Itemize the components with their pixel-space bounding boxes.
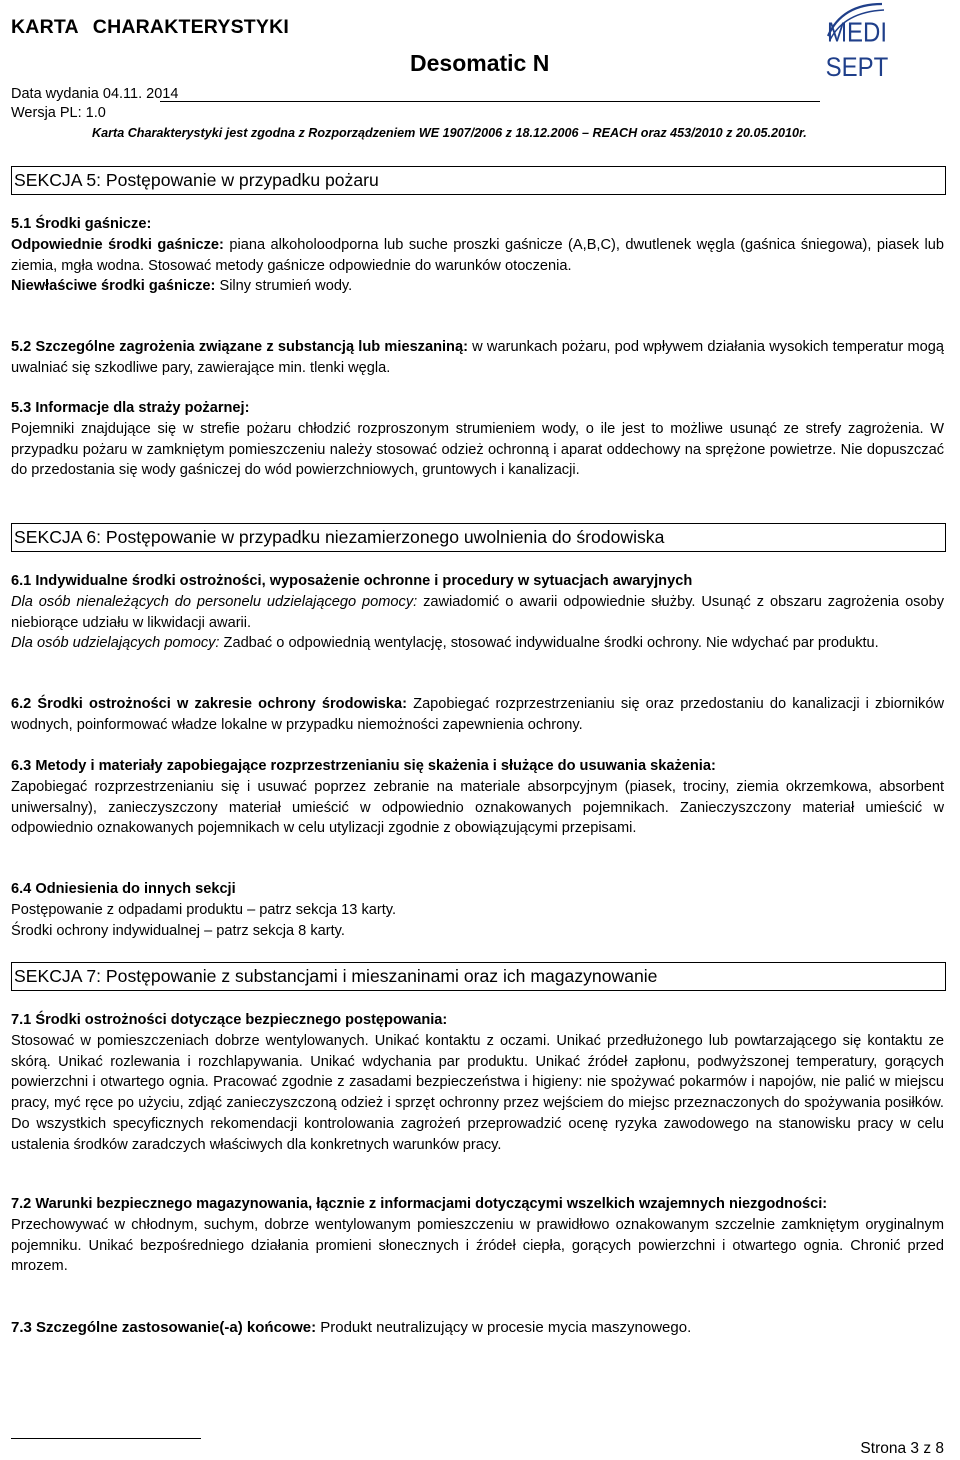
text-6-4-waste: Postępowanie z odpadami produktu – patrz sekcja 13 karty. bbox=[11, 901, 397, 918]
text-6-4-ppe: Środki ochrony indywidualnej – patrz sekcja 8 karty. bbox=[11, 922, 345, 939]
footer-rule bbox=[11, 1438, 201, 1439]
heading-6-2: 6.2 Środki ostrożności w zakresie ochrony środowiska: bbox=[11, 696, 408, 712]
text-5-3: Pojemniki znajdujące się w strefie pożaru chłodzić rozproszonym strumieniem wody, o ile jest to możliwe usunąć ze strefy zagrożenia. W przypadku pożaru w zamkniętym pomieszczeniu należy stosować odzież ochronną i aparat oddechowy na sprężone powietrze. Nie dopuszczać do przedostania się wody gaśniczej do wód powierzchniowych, gruntowych i kanalizacji. bbox=[11, 420, 944, 479]
label-suitable-media: Odpowiednie środki gaśnicze: bbox=[11, 236, 224, 253]
paragraph-7-3 bbox=[11, 1318, 944, 1339]
paragraph-5-2 bbox=[11, 337, 944, 379]
heading-6-3: 6.3 Metody i materiały zapobiegające rozprzestrzenianiu się skażenia i służące do usuwania skażenia: bbox=[11, 758, 716, 774]
section-5-3 bbox=[11, 398, 944, 481]
document-type bbox=[11, 16, 289, 39]
label-unsuitable-media: Niewłaściwe środki gaśnicze: bbox=[11, 278, 216, 295]
section-6-4 bbox=[11, 879, 944, 941]
heading-7-3: 7.3 Szczególne zastosowanie(-a) końcowe: bbox=[11, 1319, 317, 1336]
text-7-2: Przechowywać w chłodnym, suchym, dobrze wentylowanym pomieszczeniu w prawidłowo oznakowanym szczelnie zamkniętym oryginalnym pojemniku. Unikać bezpośredniego działania promieni słonecznych i źródeł ciepła, gorących powierzchni i otwartego ognia. Chronić przed mrozem. bbox=[11, 1216, 944, 1275]
page-number: Strona 3 z 8 bbox=[860, 1440, 944, 1457]
doc-type-word-2: CHARAKTERYSTYKI bbox=[92, 16, 289, 38]
paragraph-6-1-responders bbox=[11, 633, 944, 654]
compliance-note: Karta Charakterystyki jest zgodna z Rozporządzeniem WE 1907/2006 z 18.12.2006 – REACH oraz 453/2010 z 20.05.2010r. bbox=[92, 126, 807, 140]
text-responders: Zadbać o odpowiednią wentylację, stosować indywidualne środki ochrony. Nie wdychać par produktu. bbox=[219, 635, 879, 652]
heading-6-4: 6.4 Odniesienia do innych sekcji bbox=[11, 881, 236, 897]
section-6-3 bbox=[11, 756, 944, 839]
heading-6-1: 6.1 Indywidualne środki ostrożności, wyposażenie ochronne i procedury w sytuacjach awaryjnych bbox=[11, 573, 693, 589]
section-7-3 bbox=[11, 1318, 944, 1339]
section-5-heading: SEKCJA 5: Postępowanie w przypadku pożaru bbox=[11, 166, 946, 195]
section-7-1 bbox=[11, 1010, 944, 1156]
logo-text-top: MEDI bbox=[827, 17, 887, 48]
medisept-logo bbox=[822, 0, 892, 82]
text-suitable-media: piana alkoholoodporna lub suche proszki gaśnicze (A,B,C), dwutlenek węgla (gaśnica śniegowa), piasek lub ziemia, mgła wodna. Stosować metody gaśnicze odpowiednie do warunków otoczenia. bbox=[11, 236, 945, 274]
heading-7-1: 7.1 Środki ostrożności dotyczące bezpiecznego postępowania: bbox=[11, 1012, 448, 1028]
text-7-1: Stosować w pomieszczeniach dobrze wentylowanych. Unikać kontaktu z oczami. Unikać przedłużonego lub powtarzającego się kontaktu ze skórą. Unikać rozlewania i rozchlapywania. Unikać wdychania par produktu. Unikać źródeł zapłonu, podwyższonej temperatury, gorących powierzchni i otwartego ognia. Pracować zgodnie z zasadami bezpieczeństwa i higieny: nie spożywać pokarmów i napojów, nie palić w miejscu pracy, myć ręce po użyciu, zdjąć zanieczyszczoną odzież i sprzęt ochronny przez wejściem do miejsc przeznaczonych do spożywania posiłków. Do wszystkich specyficznych rekomendacji kontrolowania zagrożeń przeprowadzić ocenę ryzyka zawodowego na stanowisku pracy w celu ustalenia środków zaradczych właściwych dla konkretnych warunków pracy. bbox=[11, 1032, 944, 1153]
header-rule bbox=[160, 101, 820, 102]
product-name: Desomatic N bbox=[410, 50, 550, 76]
paragraph-5-1-unsuitable bbox=[11, 276, 944, 297]
section-6-2 bbox=[11, 694, 944, 736]
paragraph-6-2 bbox=[11, 694, 944, 736]
heading-5-2: 5.2 Szczególne zagrożenia związane z substancją lub mieszaniną: bbox=[11, 339, 468, 355]
heading-5-1: 5.1 Środki gaśnicze: bbox=[11, 216, 152, 232]
label-non-responders: Dla osób nienależących do personelu udzielającego pomocy: bbox=[11, 593, 418, 610]
section-6-heading: SEKCJA 6: Postępowanie w przypadku niezamierzonego uwolnienia do środowiska bbox=[11, 523, 946, 552]
section-5-body bbox=[11, 214, 944, 297]
text-6-2: Zapobiegać rozprzestrzenianiu się oraz przedostaniu do kanalizacji i zbiorników wodnych, poinformować władze lokalne w przypadku niemożności zapewnienia ochrony. bbox=[11, 696, 944, 733]
logo-text-bottom: SEPT bbox=[825, 52, 889, 82]
text-unsuitable-media: Silny strumień wody. bbox=[215, 278, 353, 295]
paragraph-6-1-nonresponders bbox=[11, 592, 944, 634]
section-5-2 bbox=[11, 337, 944, 379]
version: Wersja PL: 1.0 bbox=[11, 105, 106, 121]
text-7-3: Produkt neutralizujący w procesie mycia maszynowego. bbox=[316, 1319, 692, 1336]
text-non-responders: zawiadomić o awarii odpowiednie służby. Usunąć z obszaru zagrożenia osoby niebiorące udziału w likwidacji awarii. bbox=[11, 593, 945, 631]
heading-5-3: 5.3 Informacje dla straży pożarnej: bbox=[11, 400, 250, 416]
text-5-2: w warunkach pożaru, pod wpływem działania wysokich temperatur mogą uwalniać się szkodliwe pary, zawierające min. tlenki węgla. bbox=[11, 339, 944, 376]
text-6-3: Zapobiegać rozprzestrzenianiu się i usuwać poprzez zebranie na materiale absorpcyjnym (piasek, trociny, ziemia okrzemkowa, absorbent uniwersalny), zanieczyszczony materiał umieścić w odpowiednio oznakowanych pojemnikach. Zanieczyszczony materiał umieścić w odpowiednio oznakowanych pojemnikach w celu utylizacji zgodnie z obowiązującymi przepisami. bbox=[11, 778, 944, 837]
heading-7-2: 7.2 Warunki bezpiecznego magazynowania, łącznie z informacjami dotyczącymi wszelkich wzajemnych niezgodności: bbox=[11, 1196, 828, 1212]
paragraph-5-1-suitable bbox=[11, 235, 944, 277]
issue-date: Data wydania 04.11. 2014 bbox=[11, 86, 179, 102]
section-6-1 bbox=[11, 571, 944, 654]
doc-type-word-1: KARTA bbox=[11, 16, 79, 38]
section-7-2 bbox=[11, 1194, 944, 1277]
label-responders: Dla osób udzielających pomocy: bbox=[11, 635, 220, 652]
section-7-heading: SEKCJA 7: Postępowanie z substancjami i mieszaninami oraz ich magazynowanie bbox=[11, 962, 946, 991]
